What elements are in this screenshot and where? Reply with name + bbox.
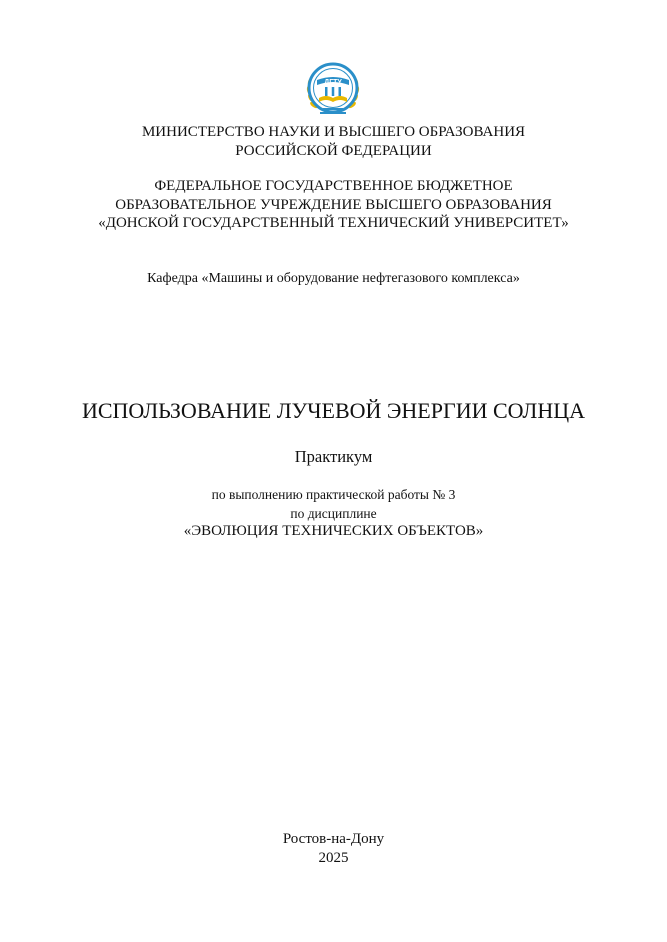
- footer-year: 2025: [318, 850, 349, 866]
- university-logo: [303, 58, 363, 120]
- institution-line-3: «ДОНСКОЙ ГОСУДАРСТВЕННЫЙ ТЕХНИЧЕСКИЙ УНИВЕРСИТЕТ»: [98, 215, 569, 231]
- institution-line-1: ФЕДЕРАЛЬНОЕ ГОСУДАРСТВЕННОЕ БЮДЖЕТНОЕ: [154, 178, 513, 194]
- footer-city: Ростов-на-Дону: [282, 831, 385, 847]
- ministry-line-2: РОССИЙСКОЙ ФЕДЕРАЦИИ: [235, 143, 432, 159]
- document-subtitle: Практикум: [294, 447, 373, 466]
- description-line-1: по выполнению практической работы № 3: [211, 487, 456, 502]
- description-line-3: «ЭВОЛЮЦИЯ ТЕХНИЧЕСКИХ ОБЪЕКТОВ»: [183, 523, 484, 539]
- document-title: ИСПОЛЬЗОВАНИЕ ЛУЧЕВОЙ ЭНЕРГИИ СОЛНЦА: [81, 398, 586, 423]
- ministry-line-1: МИНИСТЕРСТВО НАУКИ И ВЫСШЕГО ОБРАЗОВАНИЯ: [141, 124, 526, 140]
- department: Кафедра «Машины и оборудование нефтегазового комплекса»: [147, 271, 520, 286]
- logo-lettering: ДГТУ: [324, 79, 342, 86]
- institution-line-2: ОБРАЗОВАТЕЛЬНОЕ УЧРЕЖДЕНИЕ ВЫСШЕГО ОБРАЗОВАНИЯ: [115, 197, 552, 213]
- description-line-2: по дисциплине: [290, 506, 377, 521]
